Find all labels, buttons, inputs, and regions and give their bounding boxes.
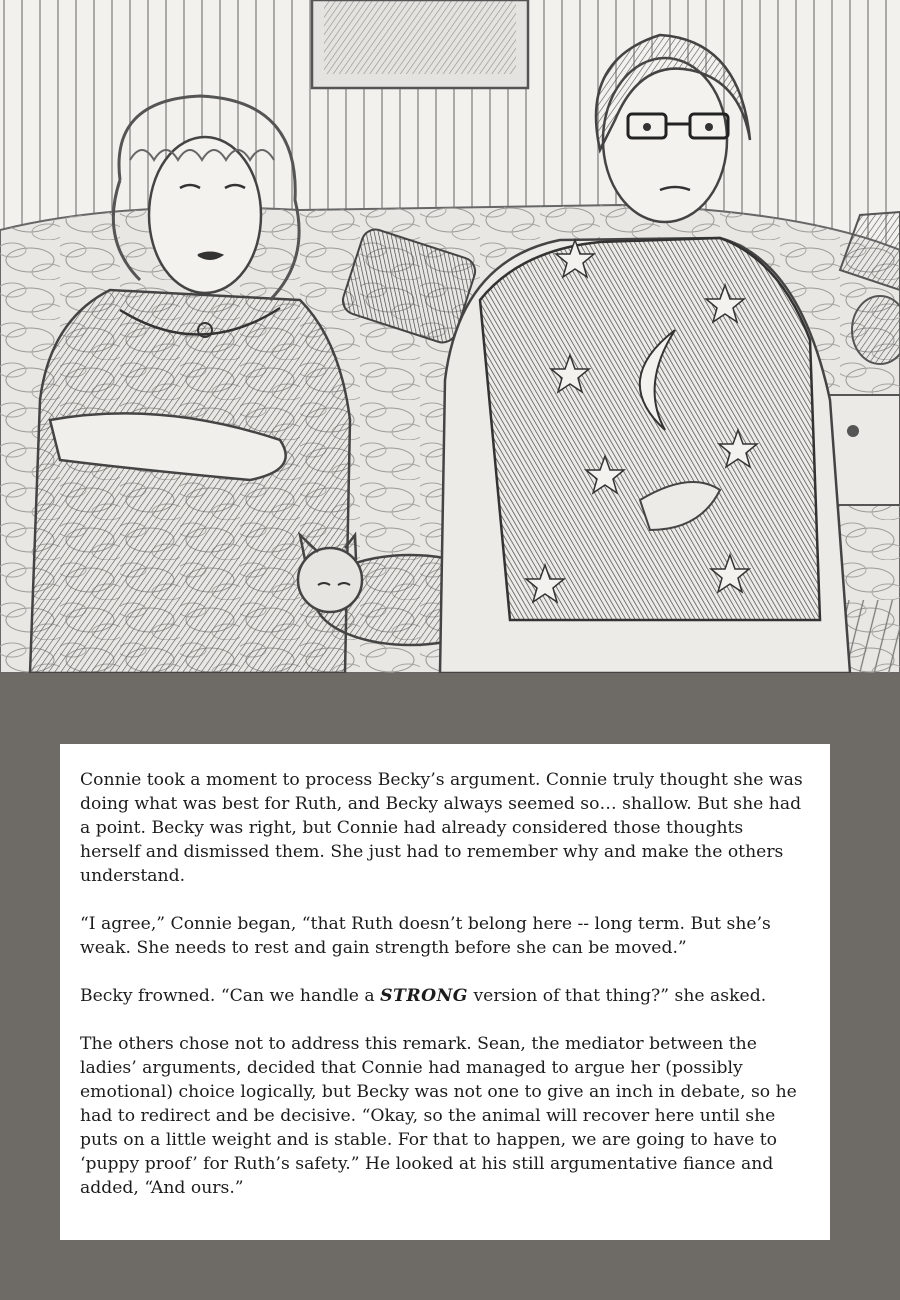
story-paragraph-3 [80,984,808,1008]
emphasis-word: STRONG [380,986,468,1006]
story-text-panel [60,744,830,1240]
story-paragraph-2: “I agree,” Connie began, “that Ruth doesn’t belong here -- long term. But she’s weak. She needs to rest and gain strength before she can be moved.” [80,914,771,958]
story-paragraph-3-before: Becky frowned. “Can we handle a [80,986,381,1006]
story-paragraph-1: Connie took a moment to process Becky’s argument. Connie truly thought she was doing what was best for Ruth, and Becky always seemed so… shallow. But she had a point. Becky was right, but Connie had already considered those thoughts herself and dismissed them. She just had to remember why and make the others understand. [80,770,803,886]
story-paragraph-4: The others chose not to address this remark. Sean, the mediator between the ladies’ arguments, decided that Connie had managed to argue her (possibly emotional) choice logically, but Becky was not one to give an inch in debate, so he had to redirect and be decisive. “Okay, so the animal will recover here until she puts on a little weight and is stable. For that to happen, we are going to have to ‘puppy proof’ for Ruth’s safety.” He looked at his still argumentative fiance and added, “And ours.” [80,1034,797,1198]
story-paragraph-3-after: version of that thing?” she asked. [467,986,767,1006]
